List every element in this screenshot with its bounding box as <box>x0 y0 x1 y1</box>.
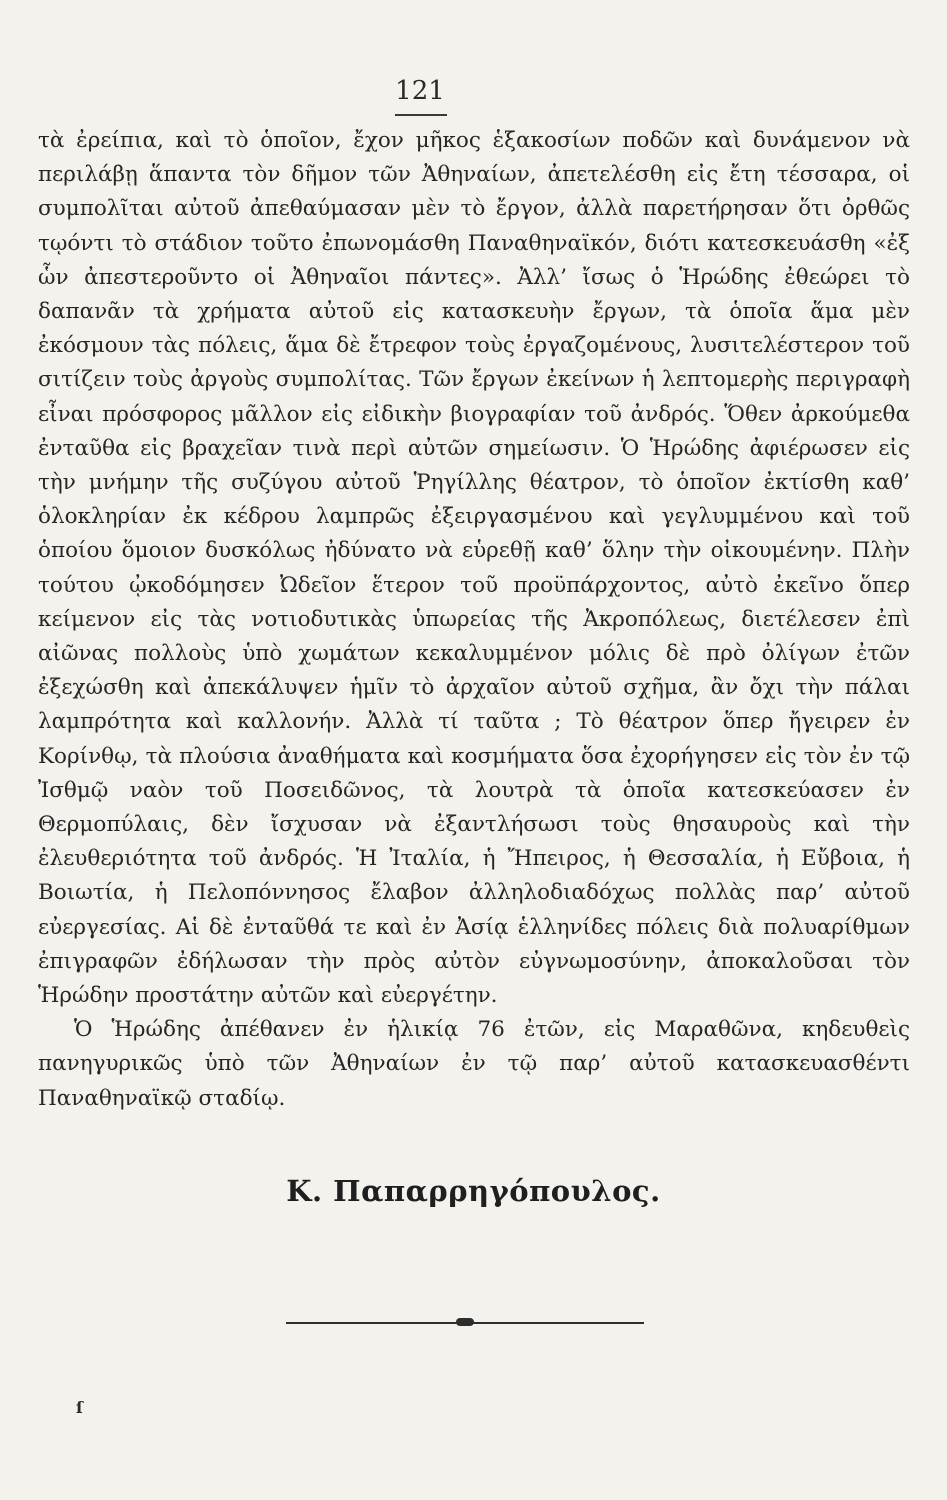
body-text <box>38 124 910 1116</box>
author-signature: Κ. Παπαρρηγόπουλος. <box>286 1174 661 1208</box>
page-number-underline <box>395 114 447 116</box>
printer-signature-mark: ſ <box>76 1398 83 1417</box>
paragraph-2: Ὁ Ἡρώδης ἀπέθανεν ἐν ἡλικίᾳ 76 ἐτῶν, εἰς Μαραθῶνα, κηδευθεὶς πανηγυρικῶς ὑπὸ τῶν Ἀθηναίων ἐν τῷ παρ’ αὐτοῦ κατασκευασθέντι Παναθηναϊκῷ σταδίῳ. <box>38 1017 910 1111</box>
closing-rule-ornament <box>456 1318 474 1326</box>
paragraph-1: τὰ ἐρείπια, καὶ τὸ ὁποῖον, ἔχον μῆκος ἑξακοσίων ποδῶν καὶ δυνάμενον νὰ περιλάβῃ ἅπαντα τὸν δῆμον τῶν Ἀθηναίων, ἀπετελέσθη εἰς ἔτη τέσσαρα, οἱ συμπολῖται αὐτοῦ ἀπεθαύμασαν μὲν τὸ ἔργον, ἀλλὰ παρετήρησαν ὅτι ὀρθῶς τῳόντι τὸ στάδιον τοῦτο ἐπωνομάσθη Παναθηναϊκόν, διότι κατεσκευάσθη «ἐξ ὧν ἀπεστεροῦντο οἱ Ἀθηναῖοι πάντες». Ἀλλ’ ἴσως ὁ Ἡρώδης ἐθεώρει τὸ δαπανᾶν τὰ χρήματα αὐτοῦ εἰς κατασκευὴν ἔργων, τὰ ὁποῖα ἅμα μὲν ἐκόσμουν τὰς πόλεις, ἅμα δὲ ἔτρεφον τοὺς ἐργαζομένους, λυσιτελέστερον τοῦ σιτίζειν τοὺς ἀργοὺς συμπολίτας. Τῶν ἔργων ἐκείνων ἡ λεπτομερὴς περιγραφὴ εἶναι πρόσφορος μᾶλλον εἰς εἰδικὴν βιογραφίαν τοῦ ἀνδρός. Ὅθεν ἀρκούμεθα ἐνταῦθα εἰς βραχεῖαν τινὰ περὶ αὐτῶν σημείωσιν. Ὁ Ἡρώδης ἀφιέρωσεν εἰς τὴν μνήμην τῆς συζύγου αὐτοῦ Ῥηγίλλης θέατρον, τὸ ὁποῖον ἐκτίσθη καθ’ ὁλοκληρίαν ἐκ κέδρου λαμπρῶς ἐξειργασμένου καὶ γεγλυμμένου καὶ τοῦ ὁποίου ὅμοιον δυσκόλως ἠδύνατο νὰ εὑρεθῇ καθ’ ὅλην τὴν οἰκουμένην. Πλὴν τούτου ᾠκοδόμησεν Ὠδεῖον ἕτερον τοῦ προϋπάρχοντος, αὐτὸ ἐκεῖνο ὅπερ κείμενον εἰς τὰς νοτιοδυτικὰς ὑπωρείας τῆς Ἀκροπόλεως, διετέλεσεν ἐπὶ αἰῶνας πολλοὺς ὑπὸ χωμάτων κεκαλυμμένον μόλις δὲ πρὸ ὀλίγων ἐτῶν ἐξεχώσθη καὶ ἀπεκάλυψεν ἡμῖν τὸ ἀρχαῖον αὐτοῦ σχῆμα, ἂν ὄχι τὴν πάλαι λαμπρότητα καὶ καλλονήν. Ἀλλὰ τί ταῦτα ; Τὸ θέατρον ὅπερ ἤγειρεν ἐν Κορίνθῳ, τὰ πλούσια ἀναθήματα καὶ κοσμήματα ὅσα ἐχορήγησεν εἰς τὸν ἐν τῷ Ἰσθμῷ ναὸν τοῦ Ποσειδῶνος, τὰ λουτρὰ τὰ ὁποῖα κατεσκεύασεν ἐν Θερμοπύλαις, δὲν ἴσχυσαν νὰ ἐξαντλήσωσι τοὺς θησαυροὺς καὶ τὴν ἐλευθεριότητα τοῦ ἀνδρός. Ἡ Ἰταλία, ἡ Ἤπειρος, ἡ Θεσσαλία, ἡ Εὔβοια, ἡ Βοιωτία, ἡ Πελοπόννησος ἔλαβον ἀλληλοδιαδόχως πολλὰς παρ’ αὐτοῦ εὐεργεσίας. Αἱ δὲ ἐνταῦθά τε καὶ ἐν Ἀσίᾳ ἑλληνίδες πόλεις διὰ πολυαρίθμων ἐπιγραφῶν ἐδήλωσαν τὴν πρὸς αὐτὸν εὐγνωμοσύνην, ἀποκαλοῦσαι τὸν Ἡρώδην προστάτην αὐτῶν καὶ εὐεργέτην. <box>38 128 910 1009</box>
page-number: 121 <box>395 76 445 106</box>
